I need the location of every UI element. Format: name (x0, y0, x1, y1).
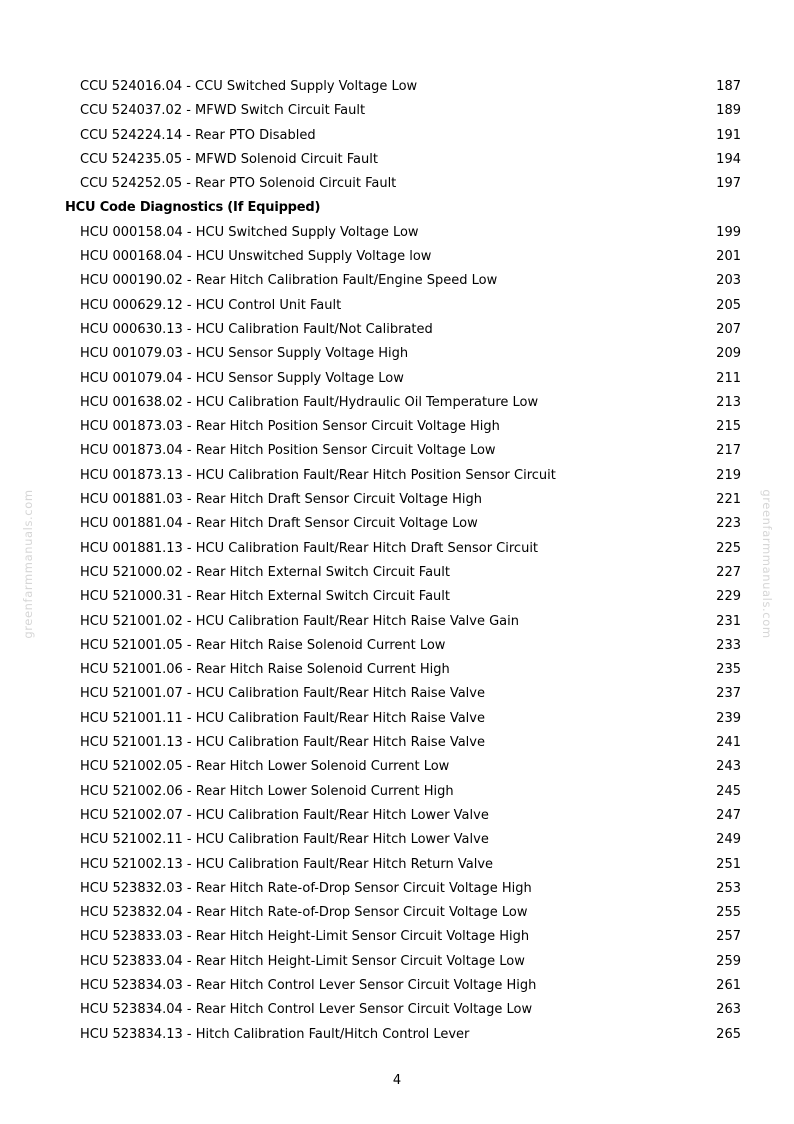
toc-entry-title: CCU 524252.05 - Rear PTO Solenoid Circuit Fault (80, 176, 397, 192)
toc-entry-title: HCU 001873.13 - HCU Calibration Fault/Rear Hitch Position Sensor Circuit (80, 467, 556, 483)
toc-entry-page: 245 (716, 783, 741, 799)
toc-entry-page: 227 (716, 564, 741, 580)
toc-entry[interactable] (0, 998, 794, 1022)
toc-entry-page: 253 (716, 880, 741, 896)
toc-entry[interactable] (0, 877, 794, 901)
toc-entry-title: CCU 524037.02 - MFWD Switch Circuit Fault (80, 103, 366, 119)
toc-entry-title: HCU 521002.11 - HCU Calibration Fault/Rear Hitch Lower Valve (80, 832, 489, 848)
toc-entry-title: HCU 000629.12 - HCU Control Unit Fault (80, 297, 342, 313)
toc-entry[interactable] (0, 439, 794, 463)
toc-entry[interactable] (0, 950, 794, 974)
toc-entry[interactable] (0, 294, 794, 318)
toc-entry-title: CCU 524235.05 - MFWD Solenoid Circuit Fault (80, 151, 378, 167)
toc-entry-page: 249 (716, 832, 741, 848)
toc-entry[interactable] (0, 221, 794, 245)
toc-entry-page: 219 (716, 467, 741, 483)
toc-entry-page: 233 (716, 637, 741, 653)
watermark-left: greenfarmmanuals.com (21, 489, 35, 639)
toc-entry[interactable] (0, 342, 794, 366)
toc-entry-page: 229 (716, 589, 741, 605)
toc-entry-page: 223 (716, 516, 741, 532)
toc-entry-title: HCU 001079.03 - HCU Sensor Supply Voltage High (80, 346, 409, 362)
toc-entry[interactable] (0, 512, 794, 536)
toc-entry[interactable] (0, 488, 794, 512)
watermark-right: greenfarmmanuals.com (760, 489, 774, 639)
toc-entry[interactable] (0, 901, 794, 925)
toc-entry[interactable] (0, 682, 794, 706)
toc-entry[interactable] (0, 561, 794, 585)
toc-entry[interactable] (0, 415, 794, 439)
toc-entry[interactable] (0, 804, 794, 828)
toc-entry-page: 187 (716, 79, 741, 94)
toc-entry[interactable] (0, 925, 794, 949)
toc-entry[interactable] (0, 391, 794, 415)
toc-entry-page: 239 (716, 710, 741, 726)
page-number: 4 (392, 1073, 402, 1088)
toc-entry-title: HCU 521001.13 - HCU Calibration Fault/Rear Hitch Raise Valve (80, 735, 485, 751)
toc-entry[interactable] (0, 634, 794, 658)
toc-entry-page: 257 (716, 929, 741, 945)
toc-entry-page: 211 (716, 370, 741, 386)
toc-entry[interactable] (0, 610, 794, 634)
toc-entry-page: 237 (716, 686, 741, 702)
toc-entry[interactable] (0, 245, 794, 269)
toc-entry-title: HCU 521002.07 - HCU Calibration Fault/Rear Hitch Lower Valve (80, 807, 489, 823)
toc-entry[interactable] (0, 780, 794, 804)
toc-entry-page: 207 (716, 321, 741, 337)
toc-entry-page: 194 (716, 151, 741, 167)
toc-entry-title: HCU 001873.03 - Rear Hitch Position Sensor Circuit Voltage High (80, 419, 500, 435)
toc-entry-page: 251 (716, 856, 741, 872)
toc-entry[interactable] (0, 707, 794, 731)
toc-entry[interactable] (0, 269, 794, 293)
toc-entry-page: 263 (716, 1002, 741, 1018)
toc-entry-page: 205 (716, 297, 741, 313)
toc-entry-page: 231 (716, 613, 741, 629)
toc-entry-page: 191 (716, 127, 741, 143)
toc-entry-title: HCU 521001.07 - HCU Calibration Fault/Rear Hitch Raise Valve (80, 686, 485, 702)
toc-entry[interactable] (0, 148, 794, 172)
toc-entry-title: HCU 001881.04 - Rear Hitch Draft Sensor Circuit Voltage Low (80, 516, 478, 532)
toc-entry-page: 265 (716, 1026, 741, 1042)
toc-entry-page: 215 (716, 419, 741, 435)
toc-entry-title: HCU 001881.03 - Rear Hitch Draft Sensor Circuit Voltage High (80, 492, 482, 508)
toc-entry-title: HCU 521001.06 - Rear Hitch Raise Solenoid Current High (80, 662, 450, 678)
toc-entry-title: HCU 521000.31 - Rear Hitch External Switch Circuit Fault (80, 589, 451, 605)
toc-entry-page: 201 (716, 249, 741, 265)
toc-entry-title: HCU 001079.04 - HCU Sensor Supply Voltage Low (80, 370, 404, 386)
toc-entry[interactable] (0, 99, 794, 123)
table-of-contents (0, 75, 794, 1047)
toc-entry-title: CCU 524016.04 - CCU Switched Supply Voltage Low (80, 79, 418, 94)
toc-entry[interactable] (0, 731, 794, 755)
toc-entry-page: 209 (716, 346, 741, 362)
toc-entry-title: CCU 524224.14 - Rear PTO Disabled (80, 127, 316, 143)
toc-entry-title: HCU 521001.11 - HCU Calibration Fault/Rear Hitch Raise Valve (80, 710, 485, 726)
toc-entry[interactable] (0, 75, 794, 99)
toc-entry[interactable] (0, 853, 794, 877)
toc-entry-page: 235 (716, 662, 741, 678)
toc-entry[interactable] (0, 974, 794, 998)
toc-entry-title: HCU 000158.04 - HCU Switched Supply Voltage Low (80, 224, 419, 240)
toc-entry-title: HCU 521002.05 - Rear Hitch Lower Solenoid Current Low (80, 759, 450, 775)
toc-entry-title: HCU 523834.03 - Rear Hitch Control Lever Sensor Circuit Voltage High (80, 977, 537, 993)
toc-entry[interactable] (0, 367, 794, 391)
toc-entry-title: HCU 521002.06 - Rear Hitch Lower Solenoid Current High (80, 783, 454, 799)
toc-entry[interactable] (0, 124, 794, 148)
toc-entry-title: HCU 523833.03 - Rear Hitch Height-Limit Sensor Circuit Voltage High (80, 929, 530, 945)
toc-entry-page: 217 (716, 443, 741, 459)
toc-entry[interactable] (0, 537, 794, 561)
toc-entry-page: 243 (716, 759, 741, 775)
section-heading-title: HCU Code Diagnostics (If Equipped) (65, 200, 321, 216)
toc-entry-title: HCU 523834.13 - Hitch Calibration Fault/Hitch Control Lever (80, 1026, 470, 1042)
toc-entry[interactable] (0, 172, 794, 196)
toc-entry-title: HCU 000168.04 - HCU Unswitched Supply Voltage low (80, 249, 432, 265)
toc-entry[interactable] (0, 318, 794, 342)
toc-entry-title: HCU 001881.13 - HCU Calibration Fault/Rear Hitch Draft Sensor Circuit (80, 540, 539, 556)
toc-entry-title: HCU 523832.03 - Rear Hitch Rate-of-Drop Sensor Circuit Voltage High (80, 880, 532, 896)
toc-entry-title: HCU 001873.04 - Rear Hitch Position Sensor Circuit Voltage Low (80, 443, 496, 459)
toc-entry-page: 203 (716, 273, 741, 289)
toc-entry-title: HCU 521001.02 - HCU Calibration Fault/Rear Hitch Raise Valve Gain (80, 613, 519, 629)
toc-entry[interactable] (0, 585, 794, 609)
toc-entry-page: 241 (716, 735, 741, 751)
toc-entry-title: HCU 521002.13 - HCU Calibration Fault/Rear Hitch Return Valve (80, 856, 494, 872)
toc-entry-page: 259 (716, 953, 741, 969)
toc-entry-page: 261 (716, 977, 741, 993)
toc-entry-page: 189 (716, 103, 741, 119)
toc-entry[interactable] (0, 755, 794, 779)
toc-entry-title: HCU 523833.04 - Rear Hitch Height-Limit Sensor Circuit Voltage Low (80, 953, 525, 969)
toc-entry-title: HCU 521000.02 - Rear Hitch External Switch Circuit Fault (80, 564, 451, 580)
section-heading (0, 196, 794, 220)
toc-entry[interactable] (0, 1023, 794, 1047)
toc-entry-page: 225 (716, 540, 741, 556)
toc-entry-page: 255 (716, 905, 741, 921)
toc-entry-title: HCU 000190.02 - Rear Hitch Calibration Fault/Engine Speed Low (80, 273, 498, 289)
toc-entry-page: 197 (716, 176, 741, 192)
toc-entry-page: 221 (716, 492, 741, 508)
toc-entry-title: HCU 523834.04 - Rear Hitch Control Lever Sensor Circuit Voltage Low (80, 1002, 533, 1018)
toc-entry[interactable] (0, 464, 794, 488)
toc-entry-title: HCU 523832.04 - Rear Hitch Rate-of-Drop Sensor Circuit Voltage Low (80, 905, 528, 921)
toc-entry-title: HCU 000630.13 - HCU Calibration Fault/Not Calibrated (80, 321, 433, 337)
toc-entry[interactable] (0, 658, 794, 682)
toc-entry[interactable] (0, 828, 794, 852)
toc-entry-page: 199 (716, 224, 741, 240)
toc-entry-title: HCU 521001.05 - Rear Hitch Raise Solenoid Current Low (80, 637, 446, 653)
toc-entry-page: 247 (716, 807, 741, 823)
toc-entry-page: 213 (716, 394, 741, 410)
toc-entry-title: HCU 001638.02 - HCU Calibration Fault/Hydraulic Oil Temperature Low (80, 394, 539, 410)
